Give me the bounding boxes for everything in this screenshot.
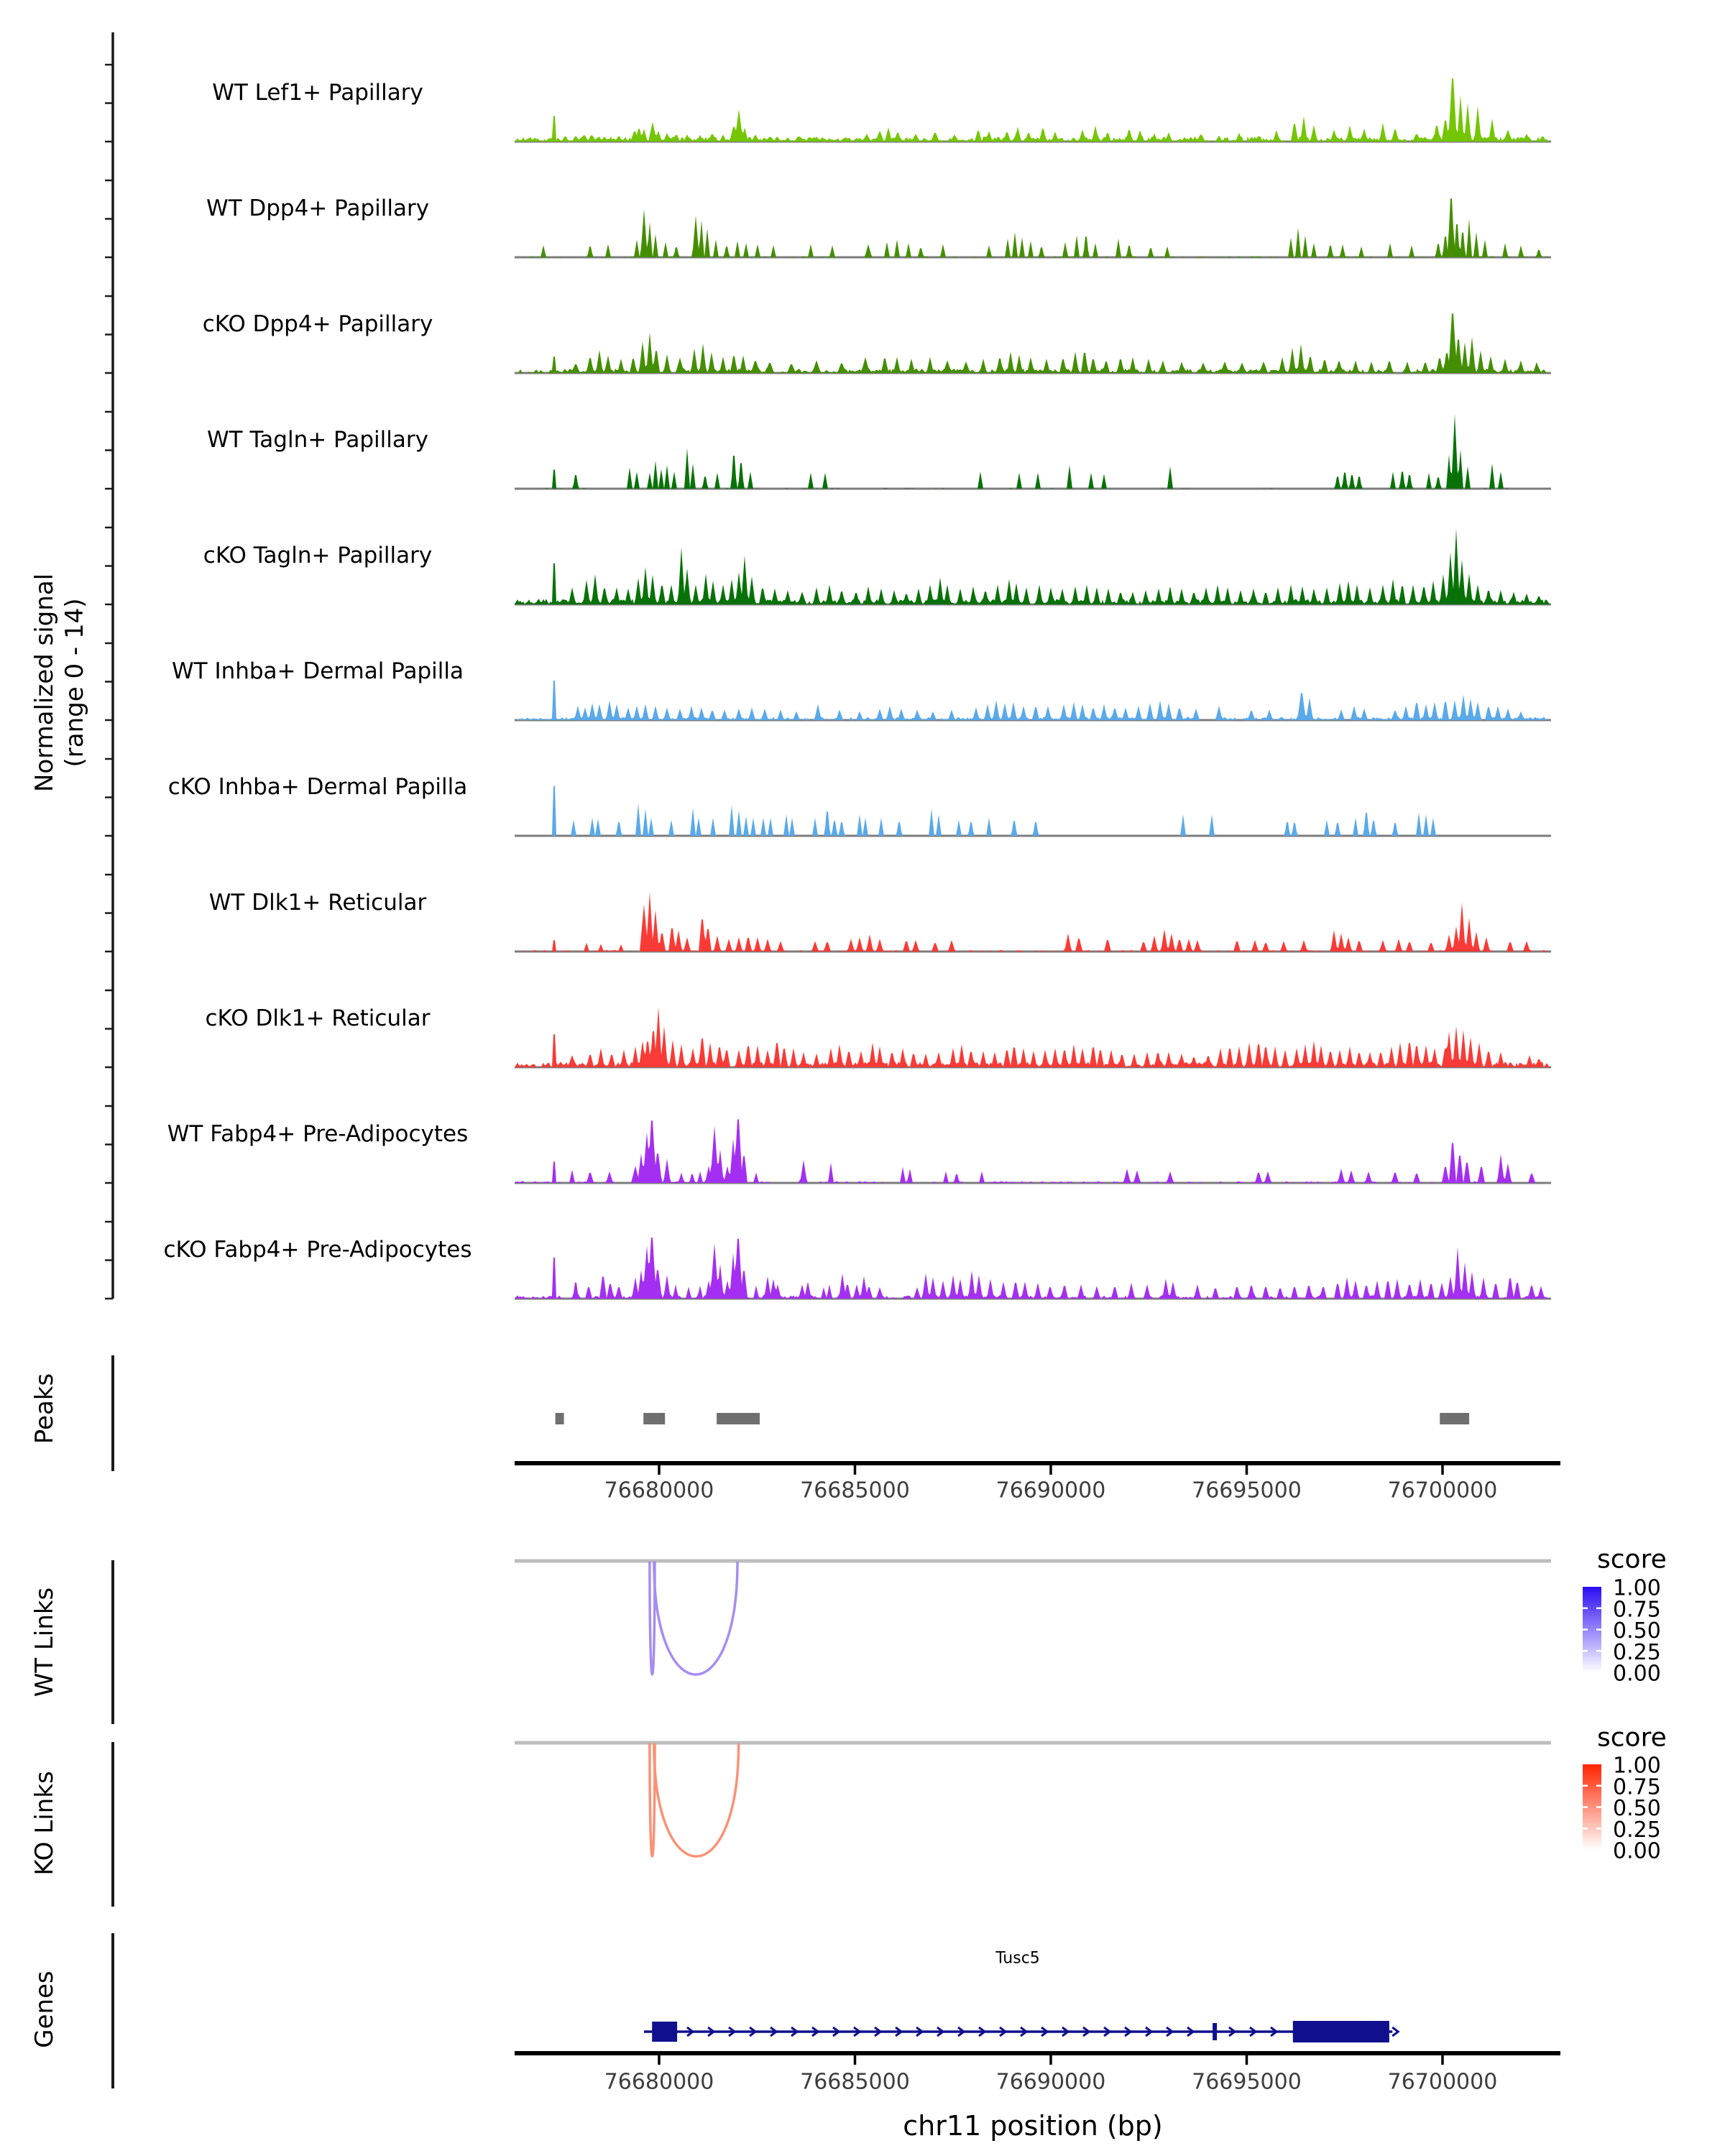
track-label: cKO Dlk1+ Reticular <box>205 1005 431 1031</box>
peaks-layer <box>556 1413 1470 1424</box>
x-tick-label-bottom: 76685000 <box>800 2069 910 2095</box>
coverage-signal <box>515 892 1551 952</box>
wt-score-legend-title: score <box>1597 1544 1667 1575</box>
track-label: WT Fabp4+ Pre-Adipocytes <box>167 1121 469 1147</box>
link-arc <box>654 1744 739 1856</box>
gene-exon <box>1293 2021 1389 2042</box>
track-label: WT Tagln+ Papillary <box>207 427 428 453</box>
x-tick-label-top: 76695000 <box>1192 1478 1302 1503</box>
x-axis-title: chr11 position (bp) <box>903 2110 1163 2142</box>
peak-interval <box>643 1413 665 1424</box>
legend-tick-label: 0.25 <box>1613 1817 1661 1843</box>
track-label: cKO Inhba+ Dermal Papilla <box>167 774 468 800</box>
coverage-signal <box>515 1238 1551 1299</box>
x-tick-label-top: 76690000 <box>995 1478 1106 1503</box>
coverage-signal <box>515 1007 1551 1067</box>
peak-interval <box>556 1413 564 1424</box>
track-label: cKO Fabp4+ Pre-Adipocytes <box>163 1237 472 1263</box>
x-tick-label-bottom: 76695000 <box>1192 2069 1302 2095</box>
x-tick-label-top: 76680000 <box>604 1478 714 1503</box>
track-label: WT Inhba+ Dermal Papilla <box>172 658 464 684</box>
coverage-signal <box>515 198 1551 257</box>
track-label: cKO Dpp4+ Papillary <box>202 311 433 337</box>
legend-tick-label: 0.25 <box>1613 1639 1661 1665</box>
coverage-track <box>164 1237 1551 1299</box>
y-axis-label-line1: Normalized signal <box>30 573 59 793</box>
ko-links-section-label: KO Links <box>30 1771 59 1876</box>
wt-links-section-label: WT Links <box>30 1587 59 1697</box>
coverage-track <box>167 1120 1551 1184</box>
coverage-signal <box>515 78 1551 142</box>
legend-tick-label: 0.75 <box>1613 1597 1661 1623</box>
peak-interval <box>1440 1413 1469 1424</box>
legend-tick-label: 0.75 <box>1613 1774 1661 1800</box>
gene-model <box>644 2021 1398 2042</box>
genes-section-label: Genes <box>30 1971 59 2048</box>
legend-tick-label: 1.00 <box>1613 1753 1661 1779</box>
x-tick-label-bottom: 76680000 <box>604 2069 714 2095</box>
coverage-signal <box>515 529 1551 605</box>
coverage-track <box>209 890 1551 952</box>
coverage-track <box>206 195 1551 257</box>
links-layer <box>515 1561 1551 1856</box>
legend-tick-label: 0.00 <box>1613 1661 1661 1687</box>
legend-tick-label: 0.50 <box>1613 1618 1661 1644</box>
coverage-signal <box>515 313 1551 373</box>
coverage-track <box>172 658 1551 720</box>
coverage-track <box>206 1005 1551 1067</box>
gene-exon <box>652 2022 677 2042</box>
genes-layer <box>644 2021 1398 2042</box>
link-arc <box>654 1562 737 1674</box>
track-label: WT Dpp4+ Papillary <box>206 195 430 221</box>
coverage-track <box>207 414 1551 489</box>
track-label: cKO Tagln+ Papillary <box>203 543 433 568</box>
static-text-layer <box>30 573 1667 2142</box>
coverage-track <box>203 529 1551 605</box>
coverage-signal <box>515 414 1551 489</box>
track-label: WT Lef1+ Papillary <box>212 80 423 106</box>
legend-tick-label: 1.00 <box>1613 1575 1661 1601</box>
coverage-signal <box>515 1120 1551 1184</box>
strand-arrow-icon <box>1392 2027 1398 2036</box>
legend-tick-label: 0.00 <box>1613 1838 1661 1864</box>
coverage-signal <box>515 786 1551 836</box>
coverage-track <box>212 78 1551 142</box>
track-label: WT Dlk1+ Reticular <box>208 890 427 916</box>
legend-tick-label: 0.50 <box>1613 1796 1661 1821</box>
coverage-track <box>168 774 1551 836</box>
peak-interval <box>717 1413 760 1424</box>
ko-score-legend-title: score <box>1597 1723 1667 1753</box>
legends-layer <box>1583 1576 1661 1864</box>
peaks-section-label: Peaks <box>30 1373 59 1445</box>
coverage-signal <box>515 681 1551 720</box>
y-axis-label-line2: (range 0 - 14) <box>60 598 89 768</box>
gene-name-label: Tusc5 <box>995 1949 1040 1968</box>
signal-tracks-layer <box>164 78 1551 1299</box>
x-tick-label-bottom: 76700000 <box>1387 2069 1498 2095</box>
x-tick-label-top: 76685000 <box>800 1478 910 1503</box>
x-tick-label-bottom: 76690000 <box>995 2069 1106 2095</box>
gene-exon <box>1213 2023 1217 2040</box>
x-tick-label-top: 76700000 <box>1387 1478 1498 1503</box>
coverage-track <box>203 311 1551 373</box>
